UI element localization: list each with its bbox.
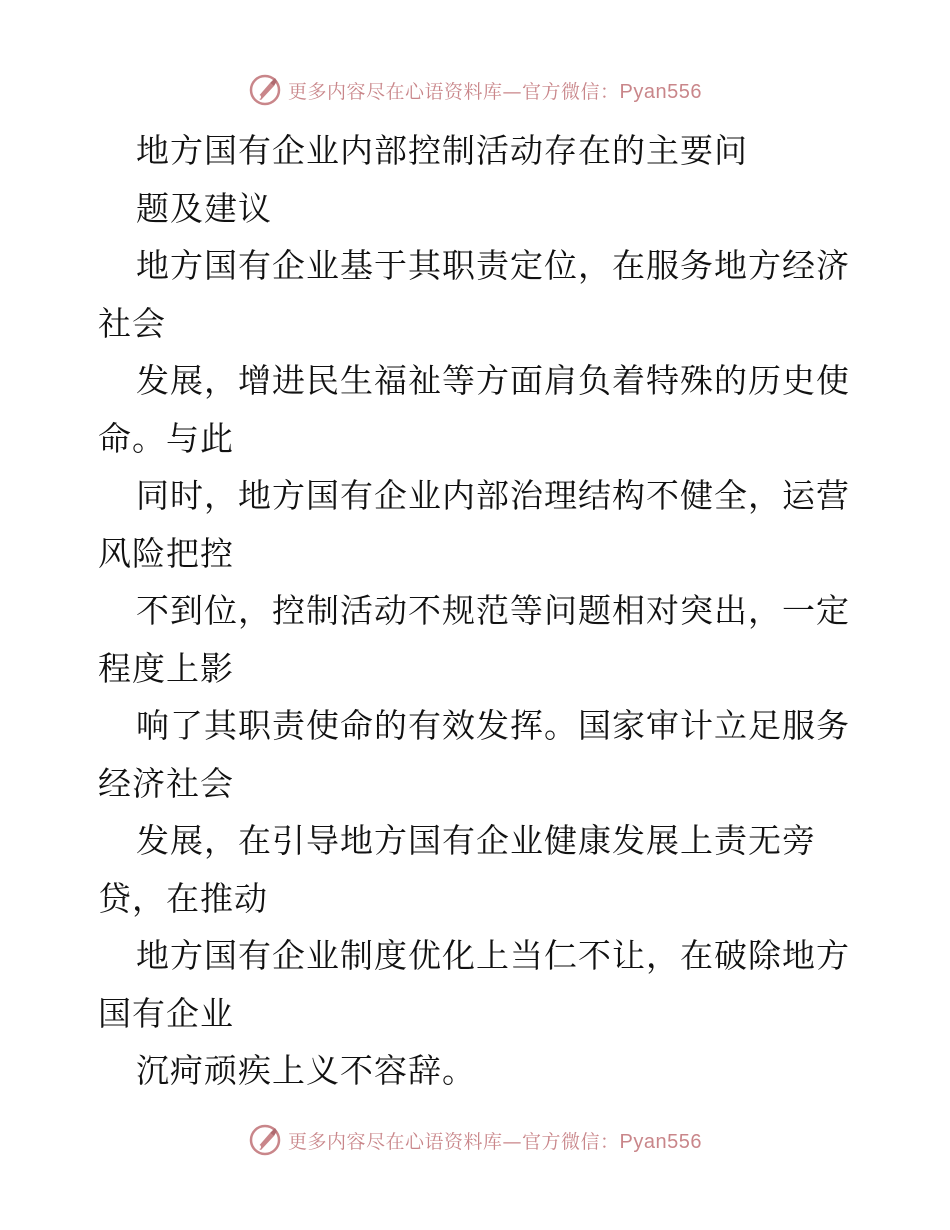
text-line: 题及建议	[136, 188, 272, 228]
text-line: 国有企业	[98, 993, 234, 1033]
text-line: 发展，增进民生福祉等方面肩负着特殊的历史使	[136, 361, 850, 400]
text-line: 地方国有企业制度优化上当仁不让，在破除地方	[136, 936, 850, 975]
text-line: 地方国有企业基于其职责定位，在服务地方经济	[136, 246, 850, 285]
text-line: 社会	[98, 303, 166, 343]
text-line: 响了其职责使命的有效发挥。国家审计立足服务	[136, 706, 850, 745]
quill-seal-icon	[248, 1123, 282, 1157]
text-line: 贷，在推动	[98, 878, 268, 918]
text-line: 地方国有企业内部控制活动存在的主要问	[136, 131, 748, 170]
watermark-text	[288, 1127, 702, 1154]
watermark-wechat-id: Pyan556	[619, 80, 702, 103]
watermark-label: 更多内容尽在心语资料库—官方微信：	[288, 80, 620, 103]
footer-watermark	[0, 1120, 950, 1160]
text-line: 沉疴顽疾上义不容辞。	[136, 1051, 476, 1090]
watermark-wechat-id: Pyan556	[619, 1130, 702, 1153]
text-line: 不到位，控制活动不规范等问题相对突出，一定	[136, 591, 850, 630]
text-line: 命。与此	[98, 418, 234, 458]
watermark-label: 更多内容尽在心语资料库—官方微信：	[288, 1130, 620, 1153]
text-line: 风险把控	[98, 533, 234, 573]
text-line: 经济社会	[98, 763, 234, 803]
header-watermark	[0, 70, 950, 110]
quill-seal-icon	[248, 73, 282, 107]
text-line: 程度上影	[98, 648, 234, 688]
document-body	[98, 122, 858, 1100]
watermark-text	[288, 77, 702, 104]
text-line: 发展，在引导地方国有企业健康发展上责无旁	[136, 821, 816, 860]
text-line: 同时，地方国有企业内部治理结构不健全，运营	[136, 476, 850, 515]
